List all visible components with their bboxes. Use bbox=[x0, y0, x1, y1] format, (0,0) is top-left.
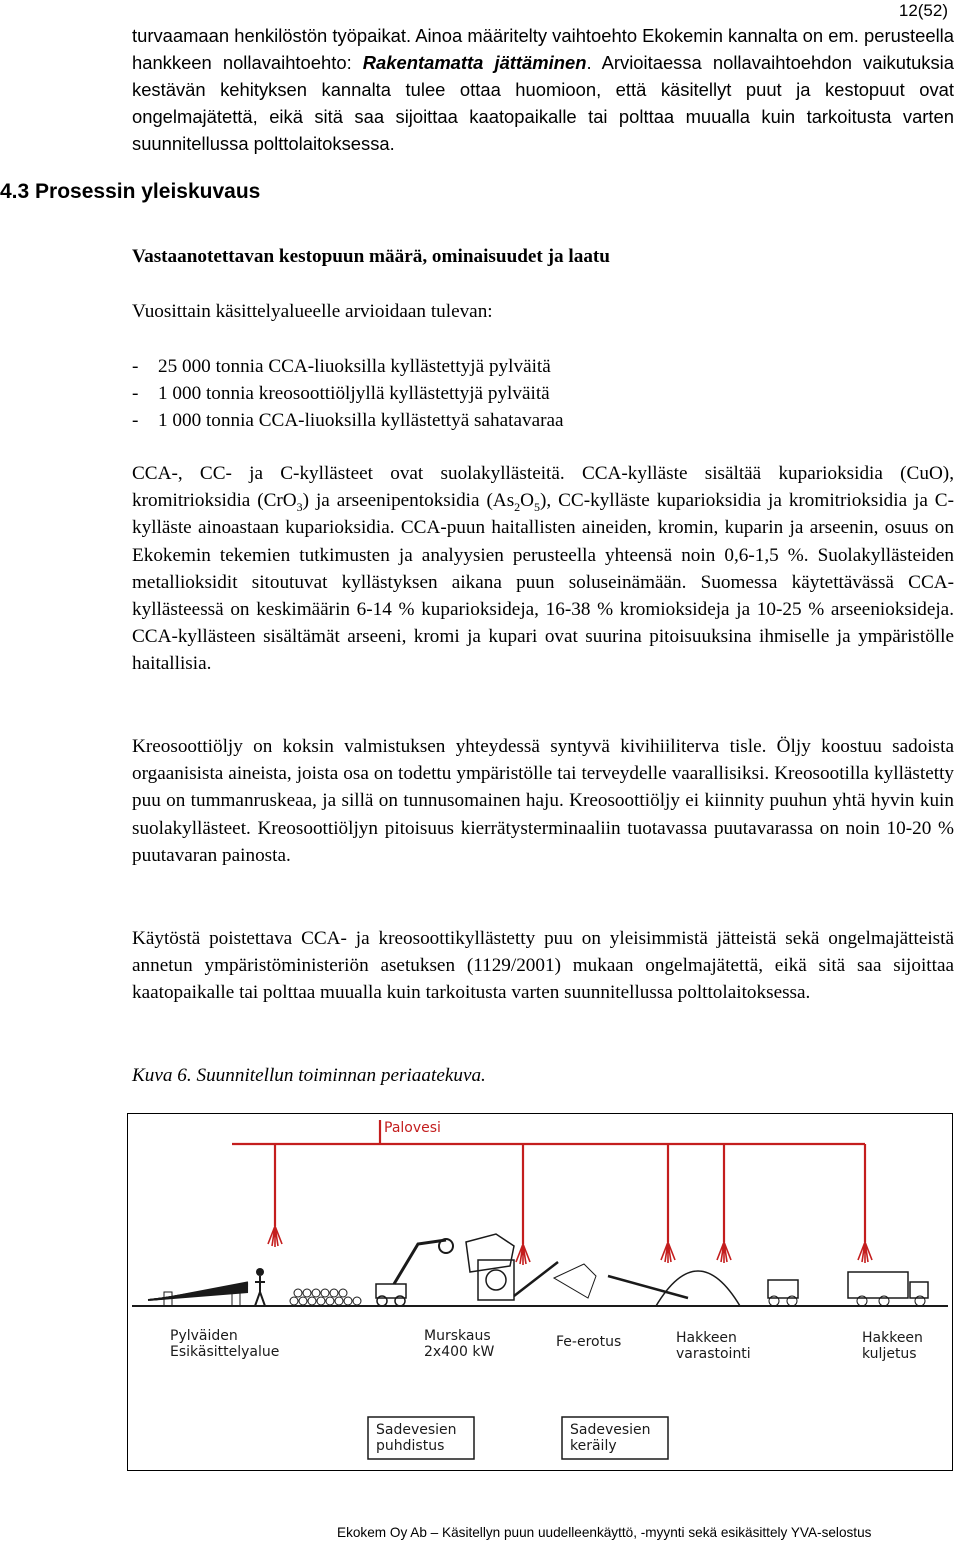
crusher-rotor bbox=[486, 1270, 506, 1290]
label-varastointi: varastointi bbox=[676, 1346, 751, 1362]
page-footer: Ekokem Oy Ab – Käsitellyn puun uudelleenkäyttö, -myynti sekä esikäsittely YVA-selostus bbox=[337, 1525, 872, 1540]
log-end bbox=[317, 1297, 325, 1305]
crusher-hopper bbox=[466, 1234, 514, 1272]
sprinkler-icon bbox=[268, 1226, 872, 1265]
log-end bbox=[303, 1289, 311, 1297]
log-end bbox=[353, 1297, 361, 1305]
kaytosta-paragraph: Käytöstä poistettava CCA- ja kreosoottikyllästetty puu on yleisimmistä jätteistä sekä ongelmajätteistä annetun ympäristöministeriön asetuksen (1129/2001) mukaan ongelmajätettä, eikä sitä saa sijoittaa kaatopaikalle tai polttaa muualla kuin tarkoitusta varten suunnitellussa polttolaitoksessa. bbox=[132, 928, 954, 1004]
truck-box bbox=[848, 1272, 908, 1298]
magnet bbox=[554, 1264, 596, 1298]
label-teho: 2x400 kW bbox=[424, 1344, 495, 1360]
log-end bbox=[299, 1297, 307, 1305]
log-end bbox=[339, 1289, 347, 1297]
worker-body bbox=[255, 1276, 265, 1306]
log-end bbox=[330, 1289, 338, 1297]
label-murskaus: Murskaus bbox=[424, 1328, 491, 1344]
log-end bbox=[335, 1297, 343, 1305]
label-sadevesien-2: Sadevesien bbox=[570, 1422, 651, 1438]
list-item: - 1 000 tonnia CCA-liuoksilla kyllästettyä sahatavaraa bbox=[132, 410, 564, 432]
intro-paragraph: turvaamaan henkilöstön työpaikat. Ainoa määritelty vaihtoehto Ekokemin kannalta on em. perusteella hankkeen nollavaihtoehto: Rakentamatta jättäminen. Arvioitaessa nollavaihtoehdon vaikutuksia kestävän kehityksen kannalta tulee ottaa huomioon, että käsitellyt puut ja kestopuut ovat ongelmajätettä, eikä sitä saa sijoittaa kaatopaikalle tai polttaa muualla kuin tarkoitusta varten suunnitellussa polttolaitoksessa. bbox=[132, 25, 954, 154]
process-diagram bbox=[127, 1113, 953, 1471]
label-palovesi: Palovesi bbox=[384, 1120, 441, 1136]
label-sadevesien: Sadevesien bbox=[376, 1422, 457, 1438]
conveyor-2 bbox=[608, 1276, 688, 1298]
lead-text: Vuosittain käsittelyalueelle arvioidaan tulevan: bbox=[132, 301, 493, 322]
page-number: 12(52) bbox=[898, 1, 948, 20]
cca-paragraph: CCA-, CC- ja C-kyllästeet ovat suolakyllästeitä. CCA-kylläste sisältää kuparioksidia (CuO), kromitrioksidia (CrO$_3$) ja arseenipentoksidia $(As_2O_5)$, CC-kylläste kuparioksidia ja kromitrioksidia ja C-kylläste ainoastaan kuparioksidia. CCA-puun haitallisten aineiden, kromin, kuparin ja arseenin, osuus on Ekokemin tekemien tutkimusten ja analyysien perusteella yhteensä noin 0,6-1,5 %. Suolakyllästeiden metallioksidit sitoutuvat kyllästyksen aikana puun soluseinämään. Suomessa käytettävässä CCA-kyllästeessä on keskimäärin 6-14 % kuparioksideja, 16-38 % kromioksideja ja 10-25 % arseenioksideja. CCA-kyllästeen sisältämät arseeni, kromi ja kupari ovat suurina pitoisuuksina ihmiselle ja ympäristölle haitallisia. bbox=[132, 463, 954, 675]
log-end bbox=[308, 1297, 316, 1305]
list-item: - 25 000 tonnia CCA-liuoksilla kyllästettyjä pylväitä bbox=[132, 356, 551, 377]
tonnage-list bbox=[132, 353, 564, 435]
log-end bbox=[294, 1289, 302, 1297]
chip-pile bbox=[656, 1271, 740, 1306]
section-heading: 4.3 Prosessin yleiskuvaus bbox=[0, 180, 261, 203]
log-end bbox=[326, 1297, 334, 1305]
label-hakkeen: Hakkeen bbox=[676, 1330, 737, 1346]
conveyor bbox=[514, 1262, 558, 1296]
figure-caption: Kuva 6. Suunnitellun toiminnan periaatekuva. bbox=[132, 1065, 486, 1086]
label-pylvaiden: Pylväiden bbox=[170, 1328, 238, 1344]
label-puhdistus: puhdistus bbox=[376, 1438, 445, 1454]
subsection-heading: Vastaanotettavan kestopuun määrä, ominaisuudet ja laatu bbox=[132, 246, 610, 267]
label-hakkeen-2: Hakkeen bbox=[862, 1330, 923, 1346]
loader-body bbox=[768, 1280, 798, 1298]
log-end bbox=[312, 1289, 320, 1297]
fire-water-pipe bbox=[232, 1120, 865, 1244]
label-keraily: keräily bbox=[570, 1438, 617, 1454]
label-esikasittelyalue: Esikäsittelyalue bbox=[170, 1344, 280, 1360]
label-fe-erotus: Fe-erotus bbox=[556, 1334, 622, 1350]
log-end bbox=[321, 1289, 329, 1297]
list-item: - 1 000 tonnia kreosoottiöljyllä kyllästettyjä pylväitä bbox=[132, 383, 550, 405]
log-end bbox=[290, 1297, 298, 1305]
kreosootti-paragraph: Kreosoottiöljy on koksin valmistuksen yhteydessä syntyvä kivihiiliterva tisle. Öljy koostuu sadoista orgaanisista aineista, joista osa on todettu ympäristölle tai terveydelle vaarallisiksi. Kreosootilla kyllästetty puu on tummanruskeaa, ja sillä on tunnusomainen haju. Kreosoottiöljy ei kiinnity puuhun yhtä hyvin kuin suolakyllästeet. Kreosoottiöljyn pitoisuus kierrätysterminaaliin tuotavassa puutavarassa on noin 10-20 % puutavaran painosta. bbox=[132, 736, 954, 866]
label-kuljetus: kuljetus bbox=[862, 1346, 917, 1362]
log-end bbox=[344, 1297, 352, 1305]
worker-head bbox=[256, 1268, 264, 1276]
